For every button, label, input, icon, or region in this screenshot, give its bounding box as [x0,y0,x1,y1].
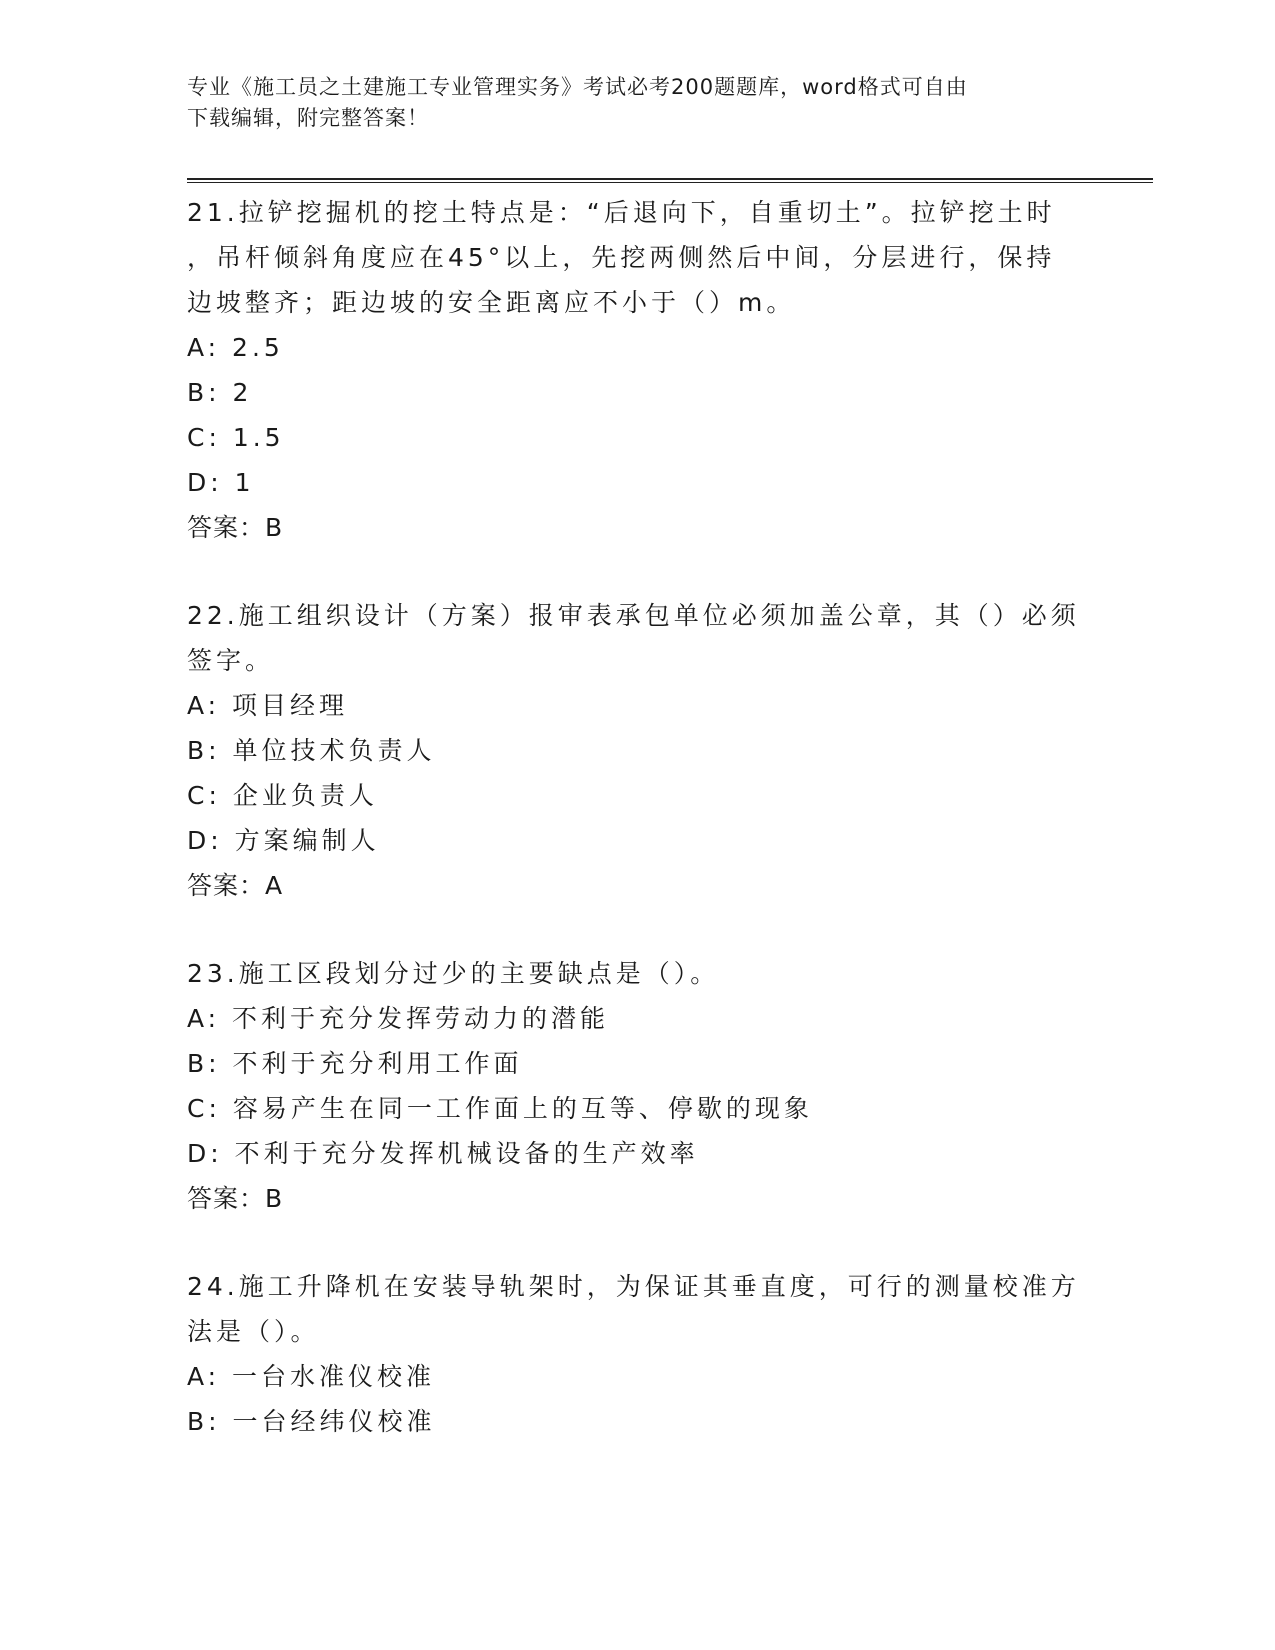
question-stem-line: 22.施工组织设计（方案）报审表承包单位必须加盖公章，其（）必须 [187,601,1080,630]
option-b: B: 单位技术负责人 [187,736,436,765]
option-b: B: 2 [187,378,253,407]
option-d: D: 1 [187,468,255,497]
question-23 [187,951,1087,1221]
question-stem-line: 签字。 [187,646,275,675]
header-divider [187,178,1153,183]
document-page [187,0,1187,1650]
option-c: C: 容易产生在同一工作面上的互等、停歇的现象 [187,1094,813,1123]
option-b: B: 一台经纬仪校准 [187,1407,436,1436]
question-stem-line: ，吊杆倾斜角度应在45°以上，先挖两侧然后中间，分层进行，保持 [187,243,1056,272]
document-header [187,72,1067,134]
question-24 [187,1264,1087,1444]
option-a: A: 2.5 [187,333,284,362]
question-stem-line: 法是（）。 [187,1317,320,1346]
header-line-1: 专业《施工员之土建施工专业管理实务》考试必考200题题库，word格式可自由 [187,75,968,99]
question-stem-line: 24.施工升降机在安装导轨架时，为保证其垂直度，可行的测量校准方 [187,1272,1080,1301]
question-stem-line: 21.拉铲挖掘机的挖土特点是：“后退向下，自重切土”。拉铲挖土时 [187,198,1056,227]
answer-label: 答案：B [187,513,284,542]
header-line-2: 下载编辑，附完整答案！ [187,106,429,130]
answer-label: 答案：A [187,871,284,900]
option-b: B: 不利于充分利用工作面 [187,1049,523,1078]
option-a: A: 不利于充分发挥劳动力的潜能 [187,1004,610,1033]
option-d: D: 方案编制人 [187,826,380,855]
question-22 [187,593,1087,908]
option-c: C: 企业负责人 [187,781,378,810]
question-stem-line: 23.施工区段划分过少的主要缺点是（）。 [187,959,720,988]
answer-label: 答案：B [187,1184,284,1213]
option-d: D: 不利于充分发挥机械设备的生产效率 [187,1139,699,1168]
question-21 [187,190,1087,550]
option-a: A: 项目经理 [187,691,349,720]
option-a: A: 一台水准仪校准 [187,1362,436,1391]
question-list [187,190,1087,1487]
question-stem-line: 边坡整齐；距边坡的安全距离应不小于（）m。 [187,288,796,317]
option-c: C: 1.5 [187,423,285,452]
